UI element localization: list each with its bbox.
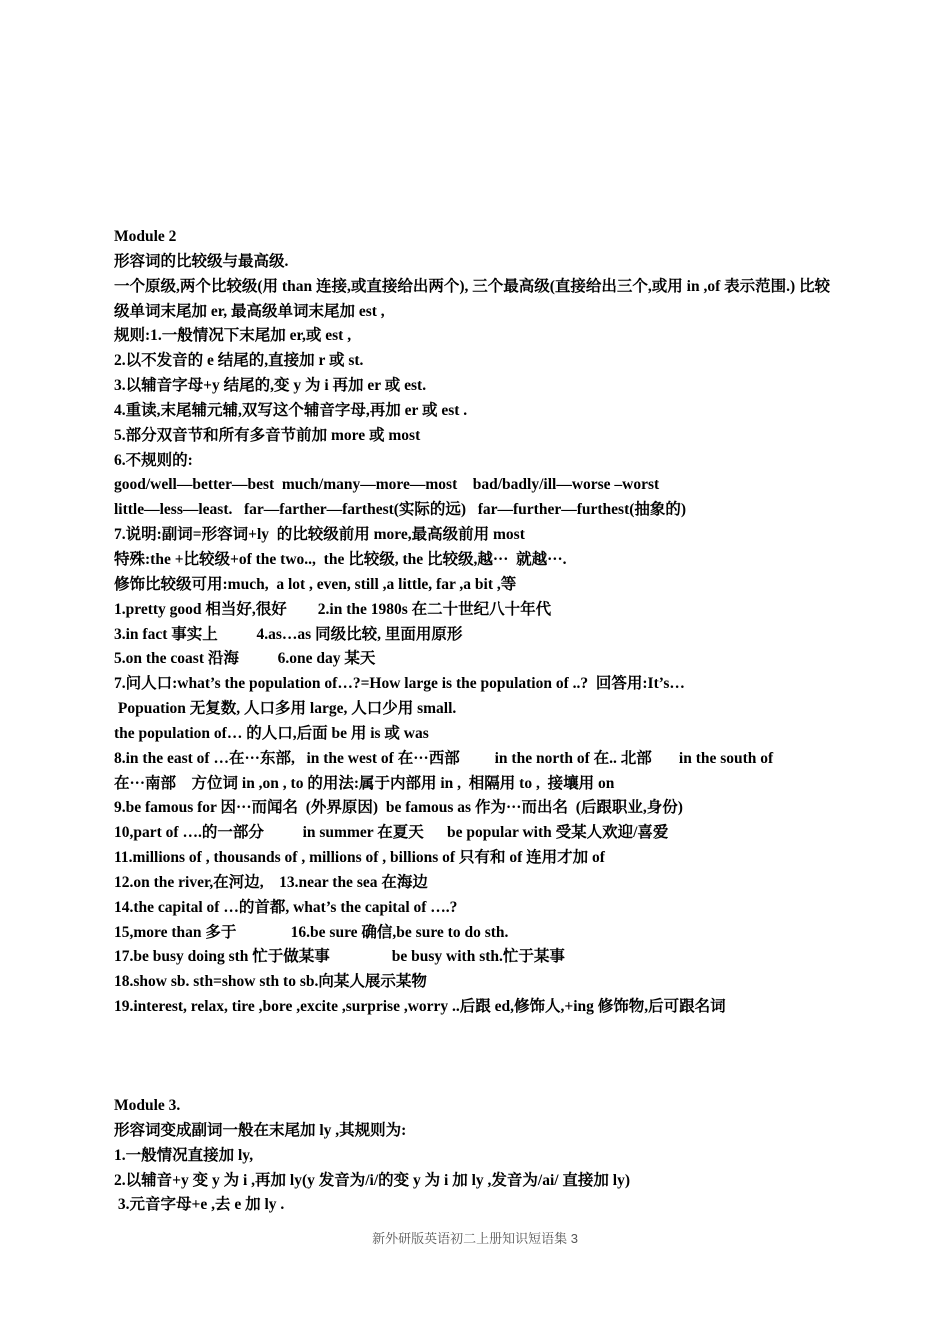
text-line: 12.on the river,在河边, 13.near the sea 在海边	[114, 873, 428, 891]
module2-title: Module 2	[114, 228, 177, 245]
text-line: 10,part of ….的一部分 in summer 在夏天 be popular with 受某人欢迎/喜爱	[114, 824, 669, 842]
text-line: 15,more than 多于 16.be sure 确信,be sure to do sth.	[114, 923, 509, 941]
text-line: 9.be famous for 因···而闻名 (外界原因) be famous as 作为···而出名 (后跟职业,身份)	[114, 799, 683, 817]
text-line: 在···南部 方位词 in ,on , to 的用法:属于内部用 in , 相隔用 to , 接壤用 on	[114, 774, 615, 792]
text-line: the population of… 的人口,后面 be 用 is 或 was	[114, 724, 429, 742]
text-line: 7.问人口:what’s the population of…?=How large is the population of ..? 回答用:It’s…	[114, 675, 685, 693]
text-line: 3.in fact 事实上 4.as…as 同级比较, 里面用原形	[114, 625, 463, 643]
text-line: good/well—better—best much/many—more—most bad/badly/ill—worse –worst	[114, 476, 660, 494]
text-line: 特殊:the +比较级+of the two.., the 比较级, the 比较级,越··· 就越···.	[114, 550, 567, 568]
text-line: 17.be busy doing sth 忙于做某事 be busy with sth.忙于某事	[114, 948, 565, 966]
text-line: 2.以辅音+y 变 y 为 i ,再加 ly(y 发音为/i/的变 y 为 i 加 ly ,发音为/ai/ 直接加 ly)	[114, 1171, 631, 1189]
text-line: Popuation 无复数, 人口多用 large, 人口少用 small.	[114, 700, 457, 718]
text-line: 2.以不发音的 e 结尾的,直接加 r 或 st.	[114, 352, 364, 370]
text-line: 4.重读,末尾辅元辅,双写这个辅音字母,再加 er 或 est .	[114, 401, 468, 419]
text-line: 8.in the east of …在···东部, in the west of 在···西部 in the north of 在.. 北部 in the south of	[114, 749, 774, 767]
text-line: 形容词变成副词一般在末尾加 ly ,其规则为:	[114, 1121, 407, 1139]
text-line: 5.部分双音节和所有多音节前加 more 或 most	[114, 426, 421, 444]
text-line: 1.一般情况直接加 ly,	[114, 1146, 254, 1164]
text-line: 1.pretty good 相当好,很好 2.in the 1980s 在二十世纪八十年代	[114, 600, 552, 618]
text-line: 修饰比较级可用:much, a lot , even, still ,a little, far ,a bit ,等	[114, 575, 517, 593]
page-footer: 新外研版英语初二上册知识短语集 3	[372, 1231, 578, 1246]
text-line: 6.不规则的:	[114, 451, 193, 469]
text-line: 14.the capital of …的首都, what’s the capital of ….?	[114, 898, 458, 916]
text-line: 3.元音字母+e ,去 e 加 ly .	[114, 1196, 285, 1214]
text-line: 18.show sb. sth=show sth to sb.向某人展示某物	[114, 973, 427, 991]
text-line: 3.以辅音字母+y 结尾的,变 y 为 i 再加 er 或 est.	[114, 377, 427, 395]
module3-title: Module 3.	[114, 1097, 181, 1114]
text-line: 规则:1.一般情况下末尾加 er,或 est ,	[114, 327, 352, 345]
text-line: little—less—least. far—farther—farthest(实际的远) far—further—furthest(抽象的)	[114, 501, 687, 519]
section-gap	[114, 1020, 844, 1094]
text-line: 一个原级,两个比较级(用 than 连接,或直接给出两个), 三个最高级(直接给出三个,或用 in ,of 表示范围.) 比较级单词末尾加 er, 最高级单词末尾加 est ,	[114, 277, 831, 320]
text-line: 5.on the coast 沿海 6.one day 某天	[114, 650, 376, 668]
text-line: 19.interest, relax, tire ,bore ,excite ,surprise ,worry ..后跟 ed,修饰人,+ing 修饰物,后可跟名词	[114, 998, 726, 1016]
text-line: 11.millions of , thousands of , millions of , billions of 只有和 of 连用才加 of	[114, 849, 605, 867]
text-line: 形容词的比较级与最高级.	[114, 252, 289, 270]
document-page	[114, 225, 844, 1218]
text-line: 7.说明:副词=形容词+ly 的比较级前用 more,最高级前用 most	[114, 526, 525, 544]
